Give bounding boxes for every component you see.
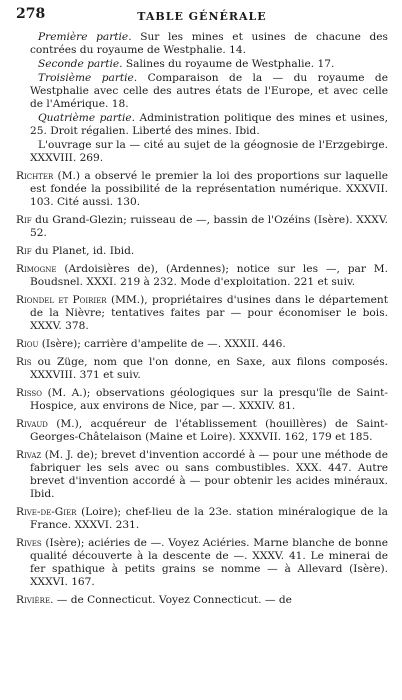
index-entry	[16, 338, 388, 351]
entry-head: Rimogne	[16, 263, 57, 275]
entry-text: (M. A.); observations géologiques sur la presqu'île de Saint-Hospice, aux environs de Nice, par —. XXXIV. 81.	[30, 387, 388, 412]
sub-entry	[16, 72, 388, 111]
entry-text: (Ardoisières de), (Ardennes); notice sur les —, par M. Boudsnel. XXXI. 219 à 232. Mode d'exploitation. 221 et suiv.	[30, 263, 388, 288]
index-entry	[16, 506, 388, 532]
index-entry	[16, 594, 388, 607]
entry-head: Rivière	[16, 594, 51, 606]
sub-entry-lead: Troisième partie.	[38, 72, 138, 84]
entry-head: Rivaz	[16, 449, 42, 461]
entry-head: Rif	[16, 245, 32, 257]
entry-text: (Loire); chef-lieu de la 23e. station minéralogique de la France. XXXVI. 231.	[30, 506, 388, 531]
entry-head: Ris	[16, 356, 32, 368]
index-entry	[16, 245, 388, 258]
entry-text: . — de Connecticut. Voyez Connecticut. — de	[50, 594, 292, 606]
sub-entry-lead: Quatrième partie.	[38, 112, 136, 124]
index-entry	[16, 263, 388, 289]
sub-entry	[16, 31, 388, 57]
sub-entry-text: Comparaison de la — du royaume de Westphalie avec celle des autres états de l'Europe, et avec celle de l'Amérique. 18.	[30, 72, 388, 110]
index-entry	[16, 294, 388, 333]
index-entries	[16, 31, 388, 607]
entry-text: ou Züge, nom que l'on donne, en Saxe, aux filons composés. XXXVIII. 371 et suiv.	[30, 356, 388, 381]
entry-text: (MM.), propriétaires d'usines dans le département de la Nièvre; tentatives faites par — pour économiser le bois. XXXV. 378.	[30, 294, 388, 332]
entry-head: Rif	[16, 214, 32, 226]
entry-head: Riondel et Poirier	[16, 294, 107, 306]
entry-text: (M.) a observé le premier la loi des proportions sur laquelle est fondée la possibilité de la représentation numérique. XXXVII. 103. Cité aussi. 130.	[30, 170, 388, 208]
page-number: 278	[16, 6, 46, 22]
index-entry	[16, 387, 388, 413]
entry-text: du Planet, id. Ibid.	[31, 245, 135, 257]
sub-entry-text: Sur les mines et usines de chacune des contrées du royaume de Westphalie. 14.	[30, 31, 388, 56]
sub-entry	[16, 139, 388, 165]
sub-entry-lead: Seconde partie.	[38, 58, 123, 70]
page-header	[16, 8, 388, 28]
sub-entry	[16, 112, 388, 138]
entry-head: Richter	[16, 170, 54, 182]
entry-head: Rive-de-Gier	[16, 506, 77, 518]
entry-text: (M.), acquéreur de l'établissement (houillères) de Saint-Georges-Châtelaison (Maine et Loire). XXXVII. 162, 179 et 185.	[30, 418, 388, 443]
entry-head: Rivaud	[16, 418, 48, 430]
index-entry	[16, 418, 388, 444]
index-entry	[16, 449, 388, 501]
entry-text: (Isère); aciéries de —. Voyez Aciéries. Marne blanche de bonne qualité découverte à la descente de —. XXXV. 41. Le minerai de fer spathique à petits grains se nomme — à Allevard (Isère). XXXVI. 167.	[30, 537, 388, 588]
entry-text: (Isère); carrière d'ampelite de —. XXXII. 446.	[38, 338, 286, 350]
entry-text: du Grand-Glezin; ruisseau de —, bassin de l'Ozéins (Isère). XXXV. 52.	[30, 214, 388, 239]
entry-head: Riou	[16, 338, 39, 350]
sub-entry-text: L'ouvrage sur la — cité au sujet de la géognosie de l'Erzgebirge. XXXVIII. 269.	[30, 139, 388, 164]
index-entry	[16, 537, 388, 589]
index-entry	[16, 170, 388, 209]
sub-entry-text: Salines du royaume de Westphalie. 17.	[122, 58, 335, 70]
entry-head: Rives	[16, 537, 42, 549]
entry-text: (M. J. de); brevet d'invention accordé à — pour une méthode de fabriquer les sels avec ou sans combustibles. XXX. 447. Autre brevet d'invention accordé à — pour obtenir les acides minéraux. Ibid.	[30, 449, 388, 500]
entry-head: Risso	[16, 387, 42, 399]
sub-entry	[16, 58, 388, 71]
index-entry	[16, 356, 388, 382]
sub-entry-text: Administration politique des mines et usines, 25. Droit régalien. Liberté des mines. Ibid.	[30, 112, 388, 137]
index-entry	[16, 214, 388, 240]
running-title: TABLE GÉNÉRALE	[137, 10, 267, 23]
sub-entry-lead: Première partie.	[38, 31, 132, 43]
